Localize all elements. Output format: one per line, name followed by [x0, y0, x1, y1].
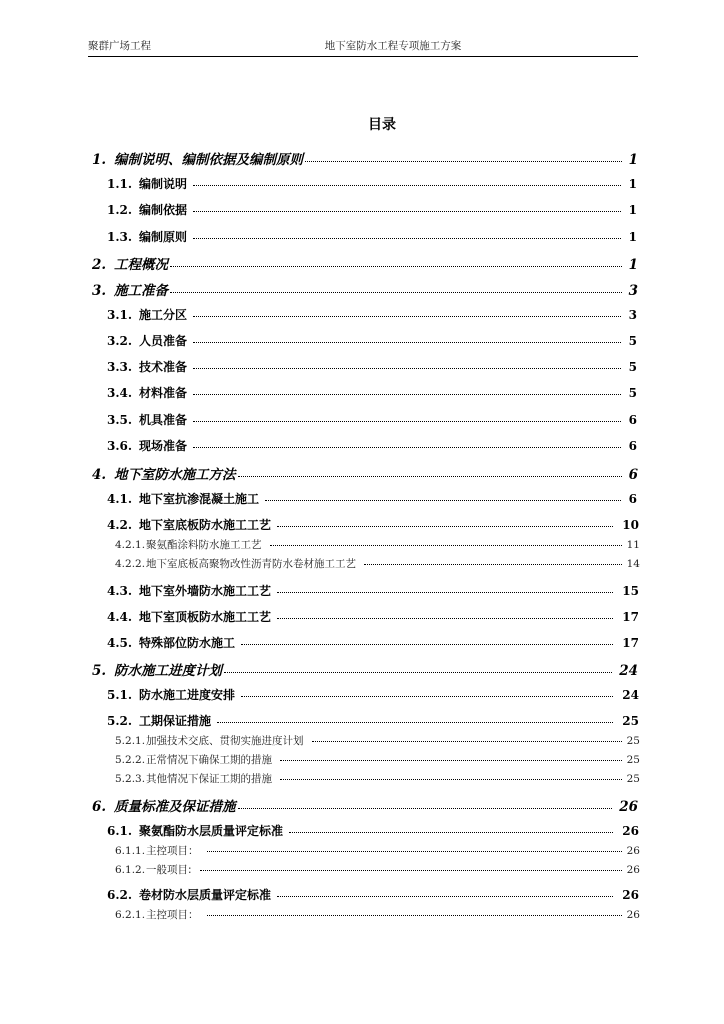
toc-page: 1 [628, 203, 637, 217]
toc-number: 3.3. [107, 360, 133, 374]
dot-leader [207, 915, 623, 916]
toc-page: 5 [628, 360, 637, 374]
toc-entry-6-2-1[interactable] [115, 907, 640, 922]
dot-leader [193, 342, 621, 343]
toc-page: 10 [622, 518, 639, 532]
dot-leader [193, 316, 621, 317]
toc-number: 3.5. [107, 413, 133, 427]
toc-number: 5.2.3. [115, 773, 146, 785]
toc-number: 1. [92, 152, 107, 168]
dot-leader [289, 832, 613, 833]
toc-number: 5.2. [107, 714, 133, 728]
dot-leader [277, 618, 613, 619]
dot-leader [170, 266, 622, 267]
dot-leader [217, 722, 613, 723]
dot-leader [193, 211, 621, 212]
toc-entry-3[interactable] [92, 279, 638, 299]
dot-leader [193, 421, 621, 422]
toc-entry-5-2-3[interactable] [115, 771, 640, 786]
toc-entry-5-2-2[interactable] [115, 752, 640, 767]
toc-page: 6 [628, 439, 637, 453]
toc-title: 目录 [368, 117, 396, 133]
toc-number: 6.1. [107, 824, 133, 838]
toc-page: 6 [628, 413, 637, 427]
toc-entry-3-4[interactable] [107, 384, 637, 401]
toc-number: 6.2. [107, 888, 133, 902]
toc-entry-5[interactable] [92, 659, 638, 679]
toc-number: 4.2.2. [115, 558, 146, 570]
toc-entry-4-2[interactable] [107, 516, 639, 533]
toc-label: 一般项目: [146, 864, 192, 876]
toc-entry-6[interactable] [92, 795, 638, 815]
toc-entry-4-2-1[interactable] [115, 537, 640, 552]
toc-label: 加强技术交底、贯彻实施进度计划 [146, 735, 304, 747]
toc-number: 3.2. [107, 334, 133, 348]
toc-number: 5. [92, 663, 107, 679]
toc-label: 编制说明、编制依据及编制原则 [114, 152, 303, 168]
toc-entry-3-1[interactable] [107, 306, 637, 323]
header-document-title: 地下室防水工程专项施工方案 [324, 40, 462, 52]
toc-page: 25 [622, 714, 639, 728]
toc-page: 25 [626, 773, 640, 785]
toc-label: 人员准备 [139, 334, 188, 348]
toc-entry-5-1[interactable] [107, 686, 639, 703]
dot-leader [241, 644, 613, 645]
dot-leader [238, 476, 623, 477]
dot-leader [170, 292, 622, 293]
toc-page: 24 [619, 663, 638, 679]
toc-page: 26 [622, 888, 639, 902]
toc-page: 26 [622, 824, 639, 838]
dot-leader [277, 592, 613, 593]
toc-entry-4-2-2[interactable] [115, 556, 640, 571]
toc-entry-3-6[interactable] [107, 437, 637, 454]
toc-label: 机具准备 [139, 413, 188, 427]
toc-number: 1.1. [107, 177, 133, 191]
toc-entry-4-4[interactable] [107, 608, 639, 625]
toc-number: 4.5. [107, 636, 133, 650]
toc-number: 6.2.1. [115, 909, 146, 921]
dot-leader [207, 851, 623, 852]
toc-label: 防水施工进度计划 [114, 663, 222, 679]
toc-entry-1-1[interactable] [107, 175, 637, 192]
toc-label: 现场准备 [139, 439, 188, 453]
toc-entry-3-5[interactable] [107, 411, 637, 428]
dot-leader [238, 808, 613, 809]
toc-page: 6 [628, 467, 638, 483]
dot-leader [277, 896, 613, 897]
dot-leader [277, 526, 613, 527]
toc-number: 6.1.2. [115, 864, 146, 876]
toc-entry-5-2[interactable] [107, 712, 639, 729]
toc-number: 4. [92, 467, 107, 483]
toc-number: 4.1. [107, 492, 133, 506]
toc-number: 1.3. [107, 230, 133, 244]
dot-leader [193, 185, 621, 186]
toc-label: 主控项目： [146, 909, 199, 921]
toc-label: 地下室底板高聚物改性沥青防水卷材施工工艺 [146, 558, 356, 570]
dot-leader [224, 672, 612, 673]
toc-label: 地下室外墙防水施工工艺 [139, 584, 272, 598]
dot-leader [241, 696, 613, 697]
toc-label: 地下室顶板防水施工工艺 [139, 610, 272, 624]
toc-number: 3. [92, 283, 107, 299]
toc-label: 材料准备 [139, 386, 188, 400]
dot-leader [265, 500, 621, 501]
toc-entry-1-2[interactable] [107, 201, 637, 218]
dot-leader [312, 741, 623, 742]
toc-page: 26 [626, 909, 640, 921]
toc-number: 4.3. [107, 584, 133, 598]
toc-label: 地下室底板防水施工工艺 [139, 518, 272, 532]
toc-number: 5.1. [107, 688, 133, 702]
dot-leader [193, 238, 621, 239]
toc-label: 其他情况下保证工期的措施 [146, 773, 272, 785]
toc-entry-4[interactable] [92, 463, 638, 483]
toc-entry-4-3[interactable] [107, 582, 639, 599]
toc-label: 编制原则 [139, 230, 188, 244]
toc-label: 技术准备 [139, 360, 188, 374]
toc-number: 3.6. [107, 439, 133, 453]
toc-label: 编制说明 [139, 177, 188, 191]
toc-entry-2[interactable] [92, 253, 638, 273]
toc-entry-6-1[interactable] [107, 822, 639, 839]
toc-page: 17 [622, 610, 639, 624]
toc-number: 4.2.1. [115, 539, 146, 551]
toc-page: 1 [628, 152, 638, 168]
toc-number: 1.2. [107, 203, 133, 217]
dot-leader [200, 870, 622, 871]
toc-page: 15 [622, 584, 639, 598]
toc-page: 17 [622, 636, 639, 650]
toc-entry-3-3[interactable] [107, 358, 637, 375]
toc-number: 4.2. [107, 518, 133, 532]
toc-page: 6 [628, 492, 637, 506]
toc-label: 卷材防水层质量评定标准 [139, 888, 272, 902]
toc-page: 1 [628, 177, 637, 191]
toc-entry-6-2[interactable] [107, 886, 639, 903]
toc-label: 正常情况下确保工期的措施 [146, 754, 272, 766]
toc-page: 26 [626, 845, 640, 857]
toc-entry-6-1-1[interactable] [115, 843, 640, 858]
toc-page: 1 [628, 257, 638, 273]
dot-leader [270, 545, 623, 546]
toc-label: 质量标准及保证措施 [114, 799, 236, 815]
toc-page: 26 [626, 864, 640, 876]
dot-leader [193, 368, 621, 369]
toc-label: 聚氨酯防水层质量评定标准 [139, 824, 284, 838]
toc-page: 24 [622, 688, 639, 702]
toc-page: 26 [619, 799, 638, 815]
toc-page: 11 [626, 539, 640, 551]
toc-label: 工程概况 [114, 257, 168, 273]
toc-number: 4.4. [107, 610, 133, 624]
toc-label: 编制依据 [139, 203, 188, 217]
page-header [88, 34, 638, 57]
toc-page: 25 [626, 754, 640, 766]
dot-leader [305, 161, 622, 162]
toc-label: 特殊部位防水施工 [139, 636, 236, 650]
toc-label: 施工准备 [114, 283, 168, 299]
toc-page: 5 [628, 386, 637, 400]
dot-leader [193, 447, 621, 448]
toc-page: 3 [628, 308, 637, 322]
toc-page: 1 [628, 230, 637, 244]
toc-label: 地下室抗渗混凝土施工 [139, 492, 260, 506]
toc-entry-1[interactable] [92, 148, 638, 168]
toc-entry-4-1[interactable] [107, 490, 637, 507]
toc-label: 工期保证措施 [139, 714, 212, 728]
toc-entry-5-2-1[interactable] [115, 733, 640, 748]
toc-number: 6. [92, 799, 107, 815]
toc-number: 2. [92, 257, 107, 273]
toc-page: 3 [628, 283, 638, 299]
toc-label: 主控项目： [146, 845, 199, 857]
toc-label: 防水施工进度安排 [139, 688, 236, 702]
toc-number: 3.1. [107, 308, 133, 322]
toc-number: 5.2.1. [115, 735, 146, 747]
toc-number: 5.2.2. [115, 754, 146, 766]
dot-leader [193, 394, 621, 395]
dot-leader [280, 779, 622, 780]
toc-page: 25 [626, 735, 640, 747]
dot-leader [280, 760, 622, 761]
dot-leader [364, 564, 622, 565]
toc-label: 施工分区 [139, 308, 188, 322]
toc-page: 14 [626, 558, 640, 570]
toc-entry-6-1-2[interactable] [115, 862, 640, 877]
toc-page: 5 [628, 334, 637, 348]
toc-number: 6.1.1. [115, 845, 146, 857]
toc-number: 3.4. [107, 386, 133, 400]
toc-entry-3-2[interactable] [107, 332, 637, 349]
toc-entry-1-3[interactable] [107, 228, 637, 245]
toc-entry-4-5[interactable] [107, 634, 639, 651]
header-project-name: 聚群广场工程 [88, 40, 151, 52]
toc-label: 聚氨酯涂料防水施工工艺 [146, 539, 262, 551]
toc-label: 地下室防水施工方法 [114, 467, 236, 483]
